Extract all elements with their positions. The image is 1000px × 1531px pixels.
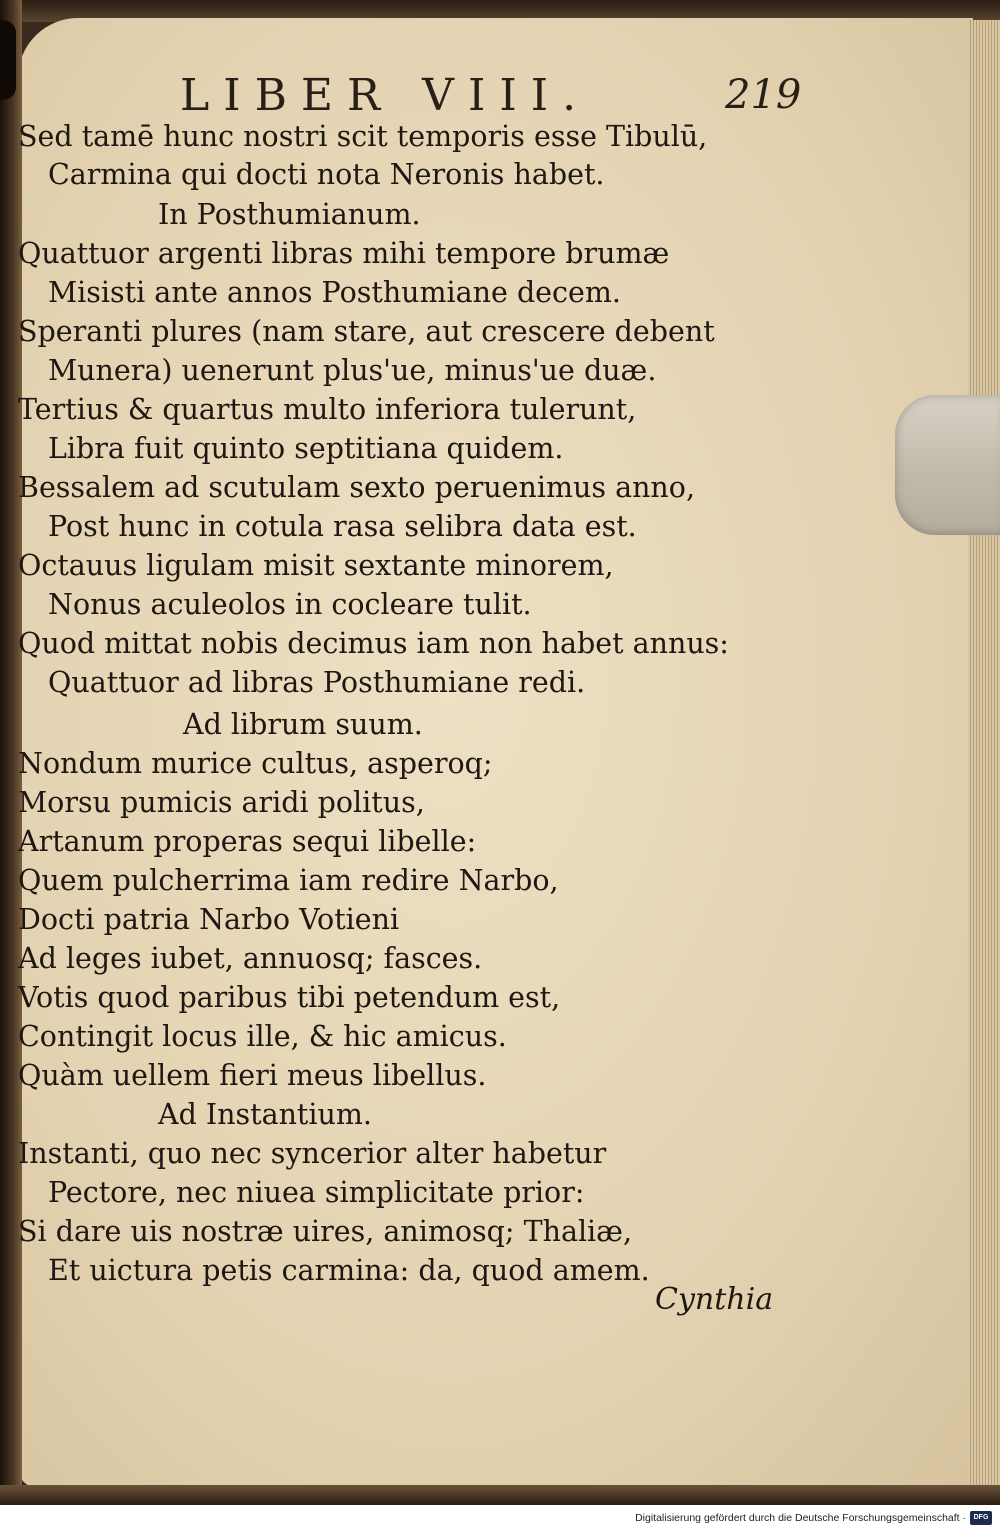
verse-line: Instanti, quo nec syncerior alter habetur xyxy=(18,1137,607,1170)
verse-line: Quod mittat nobis decimus iam non habet annus: xyxy=(18,627,729,660)
verse-line: Quattuor ad libras Posthumiane redi. xyxy=(48,666,586,699)
verse-line: Quattuor argenti libras mihi tempore brumæ xyxy=(18,237,670,270)
verse-line: Tertius & quartus multo inferiora tulerunt, xyxy=(18,393,637,426)
verse-line: Sed tamē hunc nostri scit temporis esse Tibulū, xyxy=(18,120,708,153)
verse-line: Libra fuit quinto septitiana quidem. xyxy=(48,432,564,465)
poem-title: Ad Instantium. xyxy=(158,1098,372,1131)
verse-line: Speranti plures (nam stare, aut crescere debent xyxy=(18,315,715,348)
verse-line: Si dare uis nostræ uires, animosq; Thaliæ, xyxy=(18,1215,633,1248)
page-number: 219 xyxy=(725,72,802,118)
running-head: LIBER VIII. xyxy=(180,70,591,121)
dfg-logo-icon: DFG xyxy=(970,1511,992,1525)
verse-line: Bessalem ad scutulam sexto peruenimus anno, xyxy=(18,471,696,504)
verse-line: Morsu pumicis aridi politus, xyxy=(18,786,425,819)
binding-hole xyxy=(0,20,16,100)
verse-line: Quàm uellem fieri meus libellus. xyxy=(18,1059,487,1092)
verse-line: Ad leges iubet, annuosq; fasces. xyxy=(18,942,483,975)
verse-line: Pectore, nec niuea simplicitate prior: xyxy=(48,1176,585,1209)
verse-line: Nondum murice cultus, asperoq; xyxy=(18,747,493,780)
verse-line: Carmina qui docti nota Neronis habet. xyxy=(48,158,605,191)
verse-line: Contingit locus ille, & hic amicus. xyxy=(18,1020,507,1053)
verse-line: Octauus ligulam misit sextante minorem, xyxy=(18,549,614,582)
poem-title: Ad librum suum. xyxy=(183,708,423,741)
verse-line: Votis quod paribus tibi petendum est, xyxy=(18,981,561,1014)
verse-line: Docti patria Narbo Votieni xyxy=(18,903,400,936)
verse-line: Post hunc in cotula rasa selibra data est. xyxy=(48,510,637,543)
clasp-tab xyxy=(895,395,1000,535)
verse-line: Quem pulcherrima iam redire Narbo, xyxy=(18,864,559,897)
verse-line: Munera) uenerunt plus'ue, minus'ue duæ. xyxy=(48,354,657,387)
verse-line: Artanum properas sequi libelle: xyxy=(18,825,477,858)
funding-credit: Digitalisierung gefördert durch die Deutsche Forschungsgemeinschaft · xyxy=(635,1512,966,1524)
verse-line: Nonus aculeolos in cocleare tulit. xyxy=(48,588,532,621)
footer-bar xyxy=(0,1505,1000,1531)
catchword: Cynthia xyxy=(655,1282,774,1317)
bottom-edge xyxy=(0,1485,1000,1505)
page-stack-edge xyxy=(968,20,1000,1490)
poem-title: In Posthumianum. xyxy=(158,198,421,231)
verse-line: Misisti ante annos Posthumiane decem. xyxy=(48,276,621,309)
verse-line: Et uictura petis carmina: da, quod amem. xyxy=(48,1254,650,1287)
page-header xyxy=(170,70,820,120)
